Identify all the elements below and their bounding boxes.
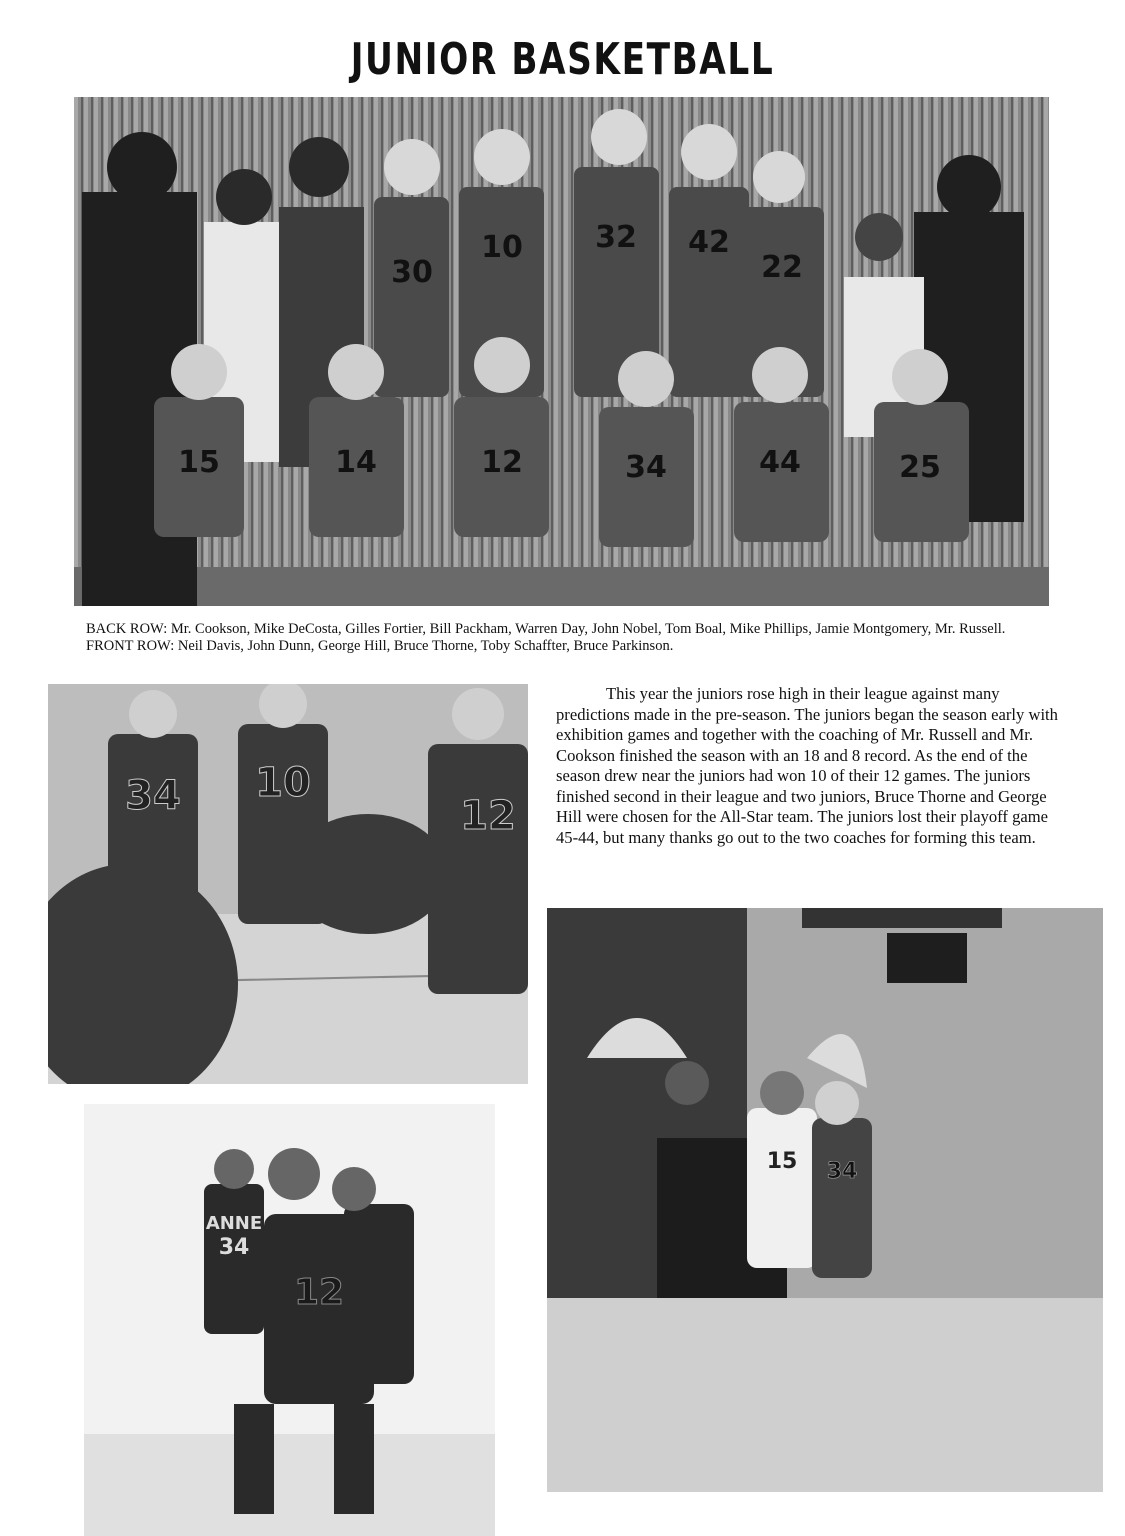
layup-photo [547, 908, 1103, 1492]
front-number-1: 15 [178, 445, 220, 480]
back-number-5: 22 [761, 250, 803, 285]
huddle-photo [48, 684, 528, 1084]
back-number-3: 32 [595, 220, 637, 255]
front-number-5: 44 [759, 445, 801, 480]
game-number-1: 34 [218, 1235, 250, 1260]
front-number-3: 12 [481, 445, 523, 480]
layup-number-2: 34 [826, 1159, 858, 1184]
back-number-1: 30 [391, 255, 433, 290]
page-title: JUNIOR BASKETBALL [350, 34, 775, 85]
huddle-number-2: 10 [255, 760, 311, 806]
opponent-lettering: ANNE [205, 1213, 263, 1234]
team-photo-caption: BACK ROW: Mr. Cookson, Mike DeCosta, Gilles Fortier, Bill Packham, Warren Day, John Nobel, Tom Boal, Mike Phillips, Jamie Montgomery, Mr. Russell. FRONT ROW: Neil Davis, John Dunn, George Hill, Bruce Thorne, Toby Schaffter, Bruce Parkinson. [86, 621, 1006, 654]
huddle-number-1: 34 [125, 773, 181, 819]
back-number-4: 42 [688, 225, 730, 260]
article-text: This year the juniors rose high in their league against many predictions made in the pre-season. The juniors began the season early with exhibition games and together with the coaching of Mr. Russell and Mr. Cookson finished the season with an 18 and 8 record. As the end of the season drew near the juniors had won 10 of their 12 games. The juniors finished second in their league and two juniors, Bruce Thorne and George Hill were chosen for the All-Star team. The juniors lost their playoff game 45-44, but many thanks go out to the two coaches for forming this team. [556, 684, 1058, 847]
back-number-2: 10 [481, 230, 523, 265]
front-number-2: 14 [335, 445, 377, 480]
layup-number-1: 15 [766, 1149, 798, 1174]
huddle-number-3: 12 [460, 793, 516, 839]
team-photo [74, 97, 1049, 606]
game-photo [84, 1104, 495, 1536]
front-number-6: 25 [899, 450, 941, 485]
game-number-2: 12 [293, 1272, 345, 1313]
front-number-4: 34 [625, 450, 667, 485]
